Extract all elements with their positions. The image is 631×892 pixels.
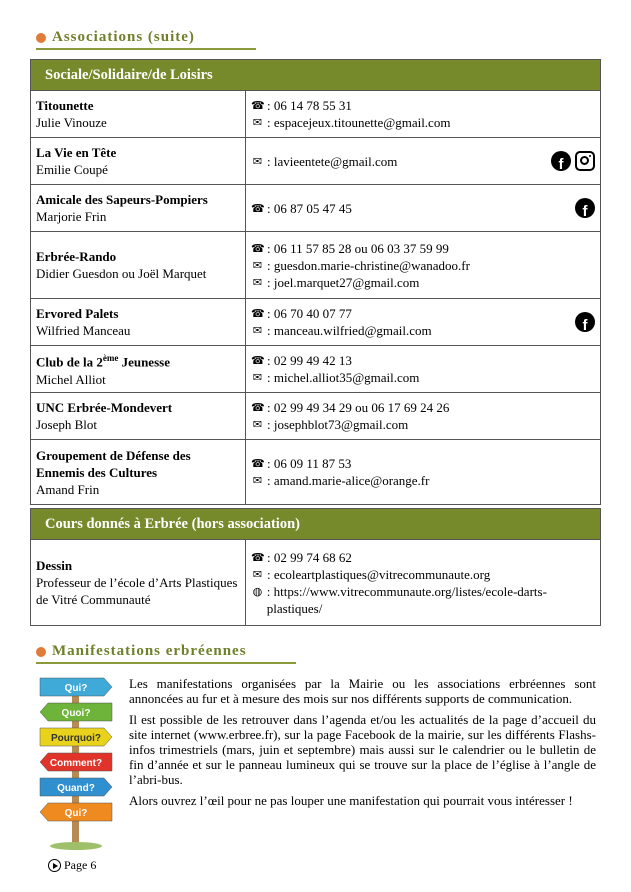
section-underline [36,662,296,664]
website-link[interactable]: : https://www.vitrecommunaute.org/listes/ecole-darts-plastiques/ [266,583,547,616]
phone-icon: ☎ [251,241,265,255]
table-row [31,138,601,185]
association-name: Ervored Palets [36,306,119,321]
signpost-label: Pourquoi? [51,733,101,744]
contact-line [251,322,596,339]
phone-icon: ☎ [251,201,265,215]
section-title: Associations (suite) [52,29,195,45]
paragraph: Il est possible de les retrouver dans l’agenda et/ou les actualités de la page d’accueil du site internet (www.erbree.fr), sur la page Facebook de la mairie, sur les différents Flashs-infos trimestriels (mars, juin et septembre) mais aussi sur le calendrier ou le bulletin de fin d’année et sur le panneau lumineux qui se trouve sur la place de l’église à l’angle de l’abri-bus. [129,712,596,787]
contact-person: Amand Frin [36,481,100,497]
contact-cell [246,299,601,346]
social-links [575,312,595,332]
envelope-icon: ✉ [252,567,263,581]
email-link[interactable]: : josephblot73@gmail.com [267,417,409,432]
section-underline [36,48,256,50]
signpost-arrow [40,753,112,771]
contact-person: Julie Vinouze [36,115,107,130]
association-cell [31,138,246,185]
facebook-icon[interactable]: f [575,198,595,218]
phone-number: : 06 70 40 07 77 [267,306,352,321]
contact-line [251,114,596,131]
association-cell [31,91,246,138]
table-row [31,232,601,299]
signpost-label: Comment? [49,758,103,769]
contact-person: Joseph Blot [36,417,98,432]
contact-line [251,240,596,257]
table-row [31,91,601,138]
table-header: Cours donnés à Erbrée (hors association) [31,509,601,540]
contact-cell [246,232,601,299]
table-row [31,185,601,232]
signpost-arrow [40,778,112,796]
phone-number: : 06 09 11 87 53 [267,456,352,471]
association-cell [31,540,246,626]
contact-person: Michel Alliot [36,371,106,387]
contact-person: Didier Guesdon ou Joël Marquet [36,266,207,281]
association-cell [31,299,246,346]
email-link[interactable]: : lavieentete@gmail.com [267,153,398,169]
contact-line [251,352,596,369]
section-heading-associations [36,29,195,46]
contact-line [251,153,596,170]
association-name: Club de la 2ème Jeunesse [36,353,170,370]
contact-person: Professeur de l’école d’Arts Plastiques de Vitré Communauté [36,575,238,607]
contact-person: Emilie Coupé [36,162,108,177]
contact-line [251,257,596,274]
association-name: Titounette [36,98,94,113]
contact-cell [246,346,601,393]
envelope-icon: ✉ [252,116,263,129]
association-cell [31,346,246,393]
phone-icon: ☎ [251,354,265,367]
envelope-icon: ✉ [252,275,263,289]
signpost-arrow [40,703,112,721]
contact-line [251,200,596,217]
phone-number: : 02 99 49 42 13 [267,353,352,368]
social-links [575,198,595,218]
paragraph: Alors ouvrez l’œil pour ne pas louper une manifestation qui pourrait vous intéresser ! [129,793,573,808]
page-footer [48,858,96,873]
page-number: Page 6 [64,858,97,872]
section-heading-manifestations [36,643,247,660]
envelope-icon: ✉ [252,154,263,168]
manifestations-text [129,676,596,814]
facebook-icon[interactable]: f [575,312,595,332]
phone-icon: ☎ [251,550,265,564]
table-row [31,346,601,393]
envelope-icon: ✉ [252,371,263,384]
table-row [31,393,601,440]
phone-number: : 02 99 74 68 62 [267,549,352,565]
paragraph: Les manifestations organisées par la Mairie ou les associations erbréennes sont annoncées au fur et à mesure des mois sur nos différents supports de communication. [129,676,596,706]
email-link[interactable]: : espacejeux.titounette@gmail.com [267,115,451,130]
contact-cell [246,440,601,505]
signpost-illustration-icon [36,670,126,850]
signpost-arrow [40,803,112,821]
contact-cell [246,393,601,440]
table-row [31,440,601,505]
phone-number: : 02 99 49 34 29 ou 06 17 69 24 26 [267,400,450,415]
contact-cell [246,540,601,626]
contact-line [251,455,596,472]
contact-line [251,549,596,566]
contact-person: Wilfried Manceau [36,323,131,338]
envelope-icon: ✉ [252,474,263,487]
contact-person: Marjorie Frin [36,209,107,224]
contact-line [251,583,596,617]
association-cell [31,440,246,505]
phone-number: : 06 87 05 47 45 [267,200,352,216]
table-row [31,299,601,346]
social-links [551,151,595,171]
phone-icon: ☎ [251,401,265,414]
contact-line [251,369,596,386]
email-link[interactable]: : amand.marie-alice@orange.fr [267,473,430,488]
contact-cell [246,185,601,232]
play-circle-icon [48,859,61,872]
association-cell [31,232,246,299]
signpost-label: Qui? [64,808,88,819]
phone-icon: ☎ [251,307,265,320]
association-name: Dessin [36,558,73,573]
bullet-dot-icon [36,33,46,43]
association-cell [31,185,246,232]
email-link[interactable]: : michel.alliot35@gmail.com [267,370,420,385]
association-name: Erbrée-Rando [36,249,117,264]
phone-icon: ☎ [251,457,265,470]
phone-icon: ☎ [251,99,265,112]
facebook-icon[interactable]: f [551,151,571,171]
instagram-icon[interactable] [575,151,595,171]
phone-number: : 06 11 57 85 28 ou 06 03 37 59 99 [267,240,449,256]
contact-cell [246,138,601,185]
association-name: Groupement de Défense des Ennemis des Cultures [36,447,191,480]
association-cell [31,393,246,440]
table-row [31,540,601,626]
association-name: UNC Erbrée-Mondevert [36,400,173,415]
contact-line [251,472,596,489]
globe-icon: ◍ [252,584,263,598]
contact-line [251,399,596,416]
email-link[interactable]: : ecoleartplastiques@vitrecommunaute.org [267,566,491,582]
association-name: Amicale des Sapeurs-Pompiers [36,192,208,207]
courses-table [30,508,601,626]
signpost-label: Quoi? [61,708,91,719]
contact-line [251,416,596,433]
bullet-dot-icon [36,647,46,657]
signpost-arrow [40,678,112,696]
table-header: Sociale/Solidaire/de Loisirs [31,60,601,91]
phone-number: : 06 14 78 55 31 [267,98,352,113]
contact-line [251,97,596,114]
envelope-icon: ✉ [252,258,263,272]
envelope-icon: ✉ [252,324,263,337]
association-name: La Vie en Tête [36,145,117,160]
contact-line [251,274,596,291]
contact-line [251,305,596,322]
signpost-arrow [40,728,112,746]
contact-cell [246,91,601,138]
email-link[interactable]: : joel.marquet27@gmail.com [267,274,420,290]
email-link[interactable]: : manceau.wilfried@gmail.com [267,323,432,338]
section-title: Manifestations erbréennes [52,643,247,659]
signpost-label: Qui? [64,683,88,694]
associations-table [30,59,601,505]
envelope-icon: ✉ [252,418,263,431]
contact-line [251,566,596,583]
signpost-label: Quand? [57,783,95,794]
email-link[interactable]: : guesdon.marie-christine@wanadoo.fr [267,257,470,273]
